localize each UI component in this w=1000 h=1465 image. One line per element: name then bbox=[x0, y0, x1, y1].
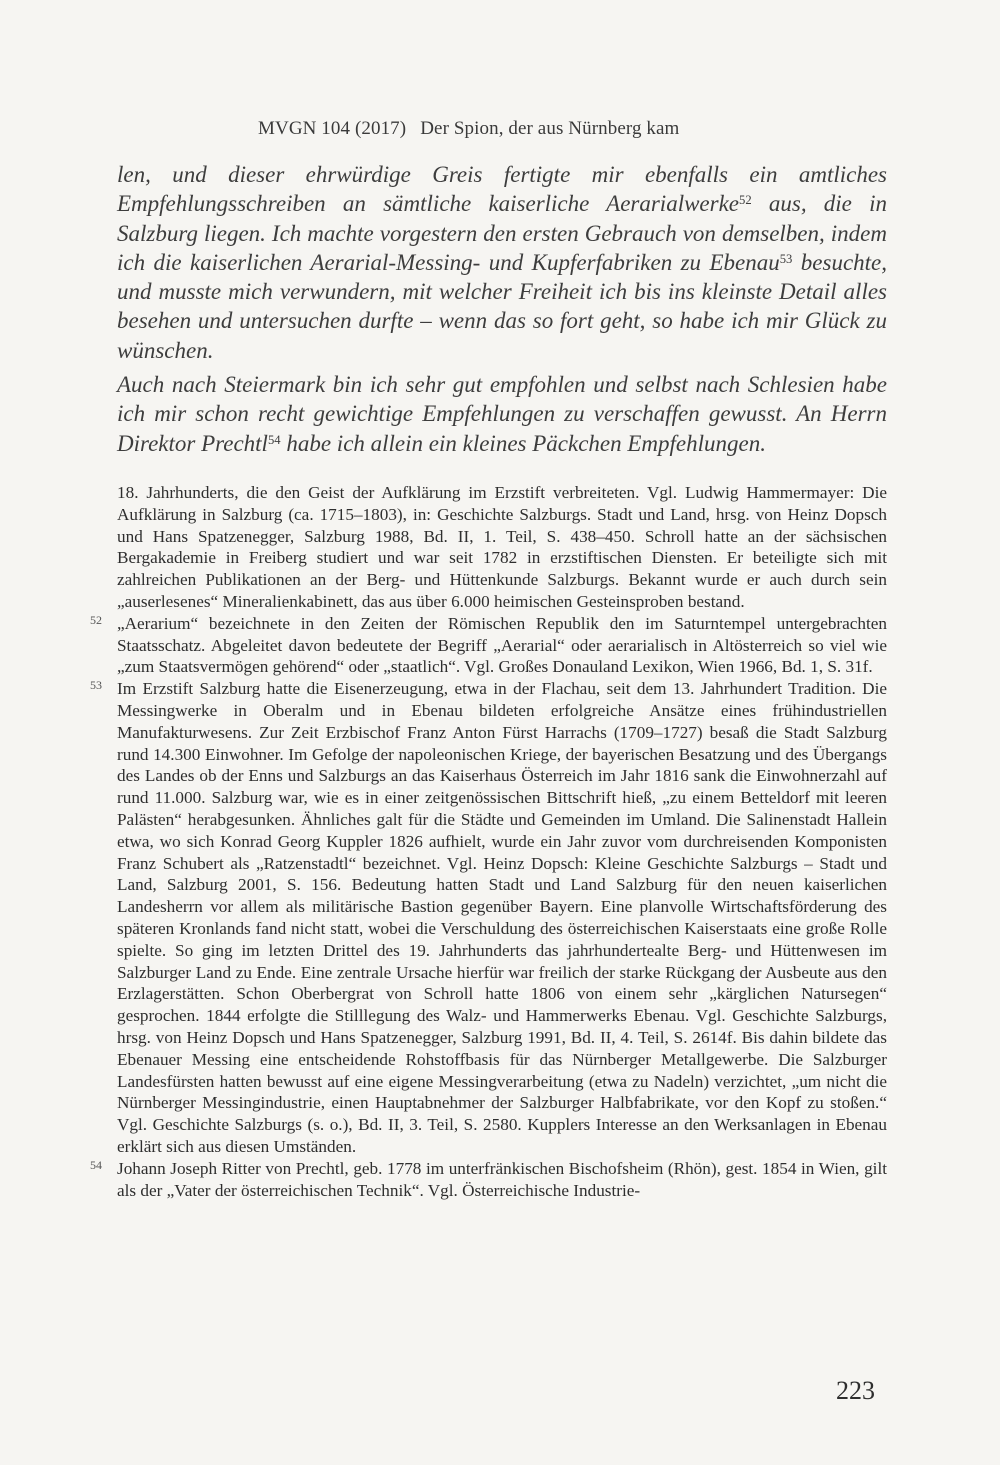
running-header bbox=[258, 118, 679, 140]
footnote-number: 54 bbox=[90, 1157, 102, 1172]
journal-reference: MVGN 104 (2017) bbox=[258, 118, 407, 139]
quote-paragraph-1 bbox=[117, 160, 887, 365]
quote-text: besuchte, und musste mich verwundern, mit welcher Freiheit ich bis ins kleinste Detail alles besehen und untersuchen durfte – wenn das so fort geht, so habe ich mir Glück zu wünschen. bbox=[117, 249, 888, 363]
footnote-53 bbox=[90, 678, 887, 1158]
quote-text: habe ich allein ein kleines Päckchen Empfehlungen. bbox=[280, 430, 766, 456]
footnotes bbox=[90, 482, 887, 1201]
footnote-text: Im Erzstift Salzburg hatte die Eisenerzeugung, etwa in der Flachau, seit dem 13. Jahrhundert Tradition. Die Messingwerke in Oberalm und in Ebenau bildeten erfolgreiche Ansätze eines frühindustriellen Manufakturwesens. Zur Zeit Erzbischof Franz Anton Fürst Harrachs (1709–1727) besaß die Stadt Salzburg rund 14.300 Einwohner. Im Gefolge der napoleonischen Kriege, der bayerischen Besatzung und des Übergangs des Landes ob der Enns und Salzburgs an das Kaiserhaus Österreich im Jahr 1816 sank die Einwohnerzahl auf rund 11.000. Salzburg war, wie es in einer zeitgenössischen Bittschrift hieß, „zu einem Betteldorf mit leeren Palästen“ herabgesunken. Ähnliches galt für die Städte und Gemeinden im Umland. Die Salinenstadt Hallein etwa, wo sich Konrad Georg Kuppler 1826 aufhielt, wurde ein Jahr zuvor vom durchreisenden Komponisten Franz Schubert als „Ratzenstadtl“ bezeichnet. Vgl. Heinz Dopsch: Kleine Geschichte Salzburgs – Stadt und Land, Salzburg 2001, S. 156. Bedeutung hatten Stadt und Land Salzburg für den neuen kaiserlichen Landesherrn vor allem als militärische Bastion gegenüber Bayern. Eine planvolle Wirtschaftsförderung des späteren Kronlands fand nicht statt, wobei die Verschuldung des österreichischen Kaiserstaats eine große Rolle spielte. So ging im letzten Drittel des 19. Jahrhunderts das jahrhundertealte Berg- und Hüttenwesen im Salzburger Land zu Ende. Eine zentrale Ursache hierfür war freilich der starke Rückgang der Ausbeute aus den Erzlagerstätten. Schon Oberbergrat von Schroll hatte 1806 von einem sehr „kärglichen Natursegen“ gesprochen. 1844 erfolgte die Stilllegung des Walz- und Hammerwerks Ebenau. Vgl. Geschichte Salzburgs, hrsg. von Heinz Dopsch und Hans Spatzenegger, Salzburg 1991, Bd. II, 4. Teil, S. 2614f. Bis dahin bildete das Ebenauer Messing eine entscheidende Rohstoffbasis für das Nürnberger Metallgewerbe. Die Salzburger Landesfürsten hatten bewusst auf eine eigene Messingverarbeitung (etwa zu Nadeln) verzichtet, „um nicht die Nürnberger Messingindustrie, einen Hauptabnehmer der Salzburger Halbfabrikate, vor den Kopf zu stoßen.“ Vgl. Geschichte Salzburgs (s. o.), Bd. II, 3. Teil, S. 2580. Kupplers Interesse an den Werksanlagen in Ebenau erklärt sich aus diesen Umständen. bbox=[117, 679, 887, 1156]
footnote-number: 52 bbox=[90, 612, 102, 627]
footnote-ref-52: 52 bbox=[739, 193, 752, 208]
footnote-54 bbox=[90, 1157, 887, 1202]
quote-text: Auch nach Steiermark bin ich sehr gut empfohlen und selbst nach Schlesien habe ich mir schon recht gewichtige Empfehlungen zu verschaffen gewusst. An Herrn Direktor Prechtl bbox=[117, 372, 887, 456]
footnote-ref-54: 54 bbox=[267, 432, 281, 447]
quote-text: len, und dieser ehrwürdige Greis fertigte mir ebenfalls ein amtliches Empfehlungsschreiben an sämtliche kaiserliche Aerarialwerke bbox=[117, 162, 887, 217]
footnote-number: 53 bbox=[90, 678, 102, 693]
article-title: Der Spion, der aus Nürnberg kam bbox=[420, 118, 680, 139]
quote-paragraph-2 bbox=[117, 370, 887, 458]
footnote-text: Johann Joseph Ritter von Prechtl, geb. 1778 im unterfränkischen Bischofsheim (Rhön), gest. 1854 in Wien, gilt als der „Vater der österreichischen Technik“. Vgl. Österreichische Industrie- bbox=[117, 1158, 887, 1200]
footnote-ref-53: 53 bbox=[779, 251, 793, 266]
letter-quotation bbox=[117, 160, 887, 458]
footnote-text: „Aerarium“ bezeichnete in den Zeiten der Römischen Republik den im Saturntempel untergebrachten Staatsschatz. Abgeleitet davon bedeutete der Begriff „Aerarial“ oder aerarialisch in Altösterreich so viel wie „zum Staatsvermögen gehörend“ oder „staatlich“. Vgl. Großes Donauland Lexikon, Wien 1966, Bd. 1, S. 31f. bbox=[117, 613, 887, 677]
page-number: 223 bbox=[836, 1376, 875, 1405]
quote-text: aus, die in Salzburg liegen. Ich machte vorgestern den ersten Gebrauch von demselben, indem ich die kaiserlichen Aerarial-Messing- und Kupferfabriken zu Ebenau bbox=[117, 191, 887, 275]
footnote-continuation: 18. Jahrhunderts, die den Geist der Aufklärung im Erzstift verbreiteten. Vgl. Ludwig Hammermayer: Die Aufklärung in Salzburg (ca. 1715–1803), in: Geschichte Salzburgs. Stadt und Land, hrsg. von Heinz Dopsch und Hans Spatzenegger, Salzburg 1988, Bd. II, 1. Teil, S. 438–450. Schroll hatte an der sächsischen Bergakademie in Freiberg studiert und war seit 1782 in erzstiftischen Diensten. Er beteiligte sich mit zahlreichen Publikationen an der Berg- und Hüttenkunde Salzburgs. Bekannt wurde er auch durch sein „auserlesenes“ Mineralienkabinett, das aus über 6.000 heimischen Gesteinsproben bestand. bbox=[117, 483, 887, 611]
footnote-52 bbox=[90, 612, 887, 678]
